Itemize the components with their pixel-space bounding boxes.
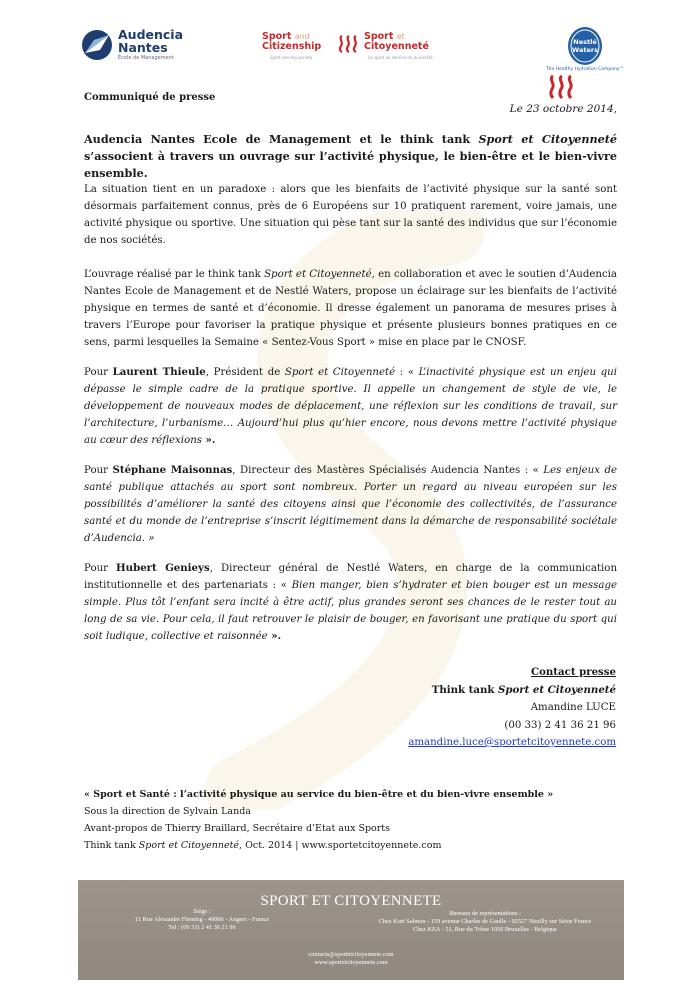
footer-offices: Bureaux de représentations : Chez Kurt Salmon - 159 avenue Charles de Gaulle - 92527 Neuilly sur Seine France Chez KEA - 51, Rue du Trône 1050 Bruxelles - Belgique bbox=[378, 910, 592, 933]
contact-phone: (00 33) 2 41 36 21 96 bbox=[504, 719, 616, 731]
paragraph-book: L’ouvrage réalisé par le think tank Sport et Citoyenneté, en collaboration et avec le soutien d’Audencia Nantes Ecole de Management et de Nestlé Waters, propose un éclairage sur les bienfaits de l’activité physique en termes de santé et d’économie. Il dresse également un panorama de mesures prises à travers l’Europe pour favoriser la pratique physique et présente plusieurs bonnes pratiques en ce sens, parmi lesquelles la Semaine « Sentez-Vous Sport » mise en place par le CNOSF. bbox=[84, 269, 617, 348]
page-footer bbox=[78, 880, 624, 980]
contact-email-link[interactable]: amandine.luce@sportetcitoyennete.com bbox=[408, 737, 616, 748]
press-contact bbox=[356, 664, 616, 752]
headline: Audencia Nantes Ecole de Management et le think tank Sport et Citoyenneté s’associent à travers un ouvrage sur l’activité physique, le bien-être et le bien-vivre ensemble. bbox=[84, 132, 617, 180]
audencia-name: Audencia Nantes bbox=[118, 27, 184, 55]
paragraph-quote-thieule: Pour Laurent Thieule, Président de Sport et Citoyenneté : « L’inactivité physique est un enjeu qui dépasse le simple cadre de la pratique sportive. Il appelle un changement de style de vie, le développement de nouveaux modes de déplacement, une réflexion sur les conditions de travail, sur l’architecture, l’urbanisme… Aujourd’hui plus qu’hier encore, nous devons mettre l’activité physique au cœur des réflexions ». bbox=[84, 366, 617, 446]
footer-web bbox=[78, 951, 624, 967]
footer-headquarters: Siège : 11 Rue Alexandre Fleming - 49066 - Angers - France Tel : (00 33) 2 41 36 21 96 bbox=[134, 908, 270, 931]
sport-et-citoyennete-wordmark: Sport et Citoyenneté bbox=[364, 31, 429, 52]
footer-email: contacts@sportetcitoyennete.com bbox=[308, 951, 394, 958]
footer-title: SPORT ET CITOYENNETE bbox=[260, 893, 442, 909]
contact-org: Think tank Sport et Citoyenneté bbox=[431, 683, 616, 696]
book-title: « Sport et Santé : l’activité physique au service du bien-être et du bien-vivre ensemble » bbox=[84, 789, 554, 800]
paragraph-intro: La situation tient en un paradoxe : alors que les bienfaits de l’activité physique sur la santé sont désormais parfaitement connus, près de 6 Européens sur 10 pratiquent rarement, voire jamais, une activité physique ou sportive. Une situation qui pèse tant sur la santé des individus que sur l’économie de nos sociétés. bbox=[84, 184, 617, 246]
document-date: Le 23 octobre 2014, bbox=[509, 103, 617, 115]
document-type: Communiqué de presse bbox=[84, 92, 216, 103]
book-reference bbox=[84, 786, 617, 854]
audencia-subtitle: École de Management bbox=[118, 55, 174, 61]
book-foreword: Avant-propos de Thierry Braillard, Secrétaire d’Etat aux Sports bbox=[84, 823, 390, 834]
paragraph-quote-maisonnas: Pour Stéphane Maisonnas, Directeur des Mastères Spécialisés Audencia Nantes : « Les enjeux de santé publique attachés au sport sont nombreux. Porter un regard au niveau européen sur les possibilités d’améliorer la santé des citoyens ainsi que l’économie des collectivités, de l’assurance santé et du monde de l’entreprise s’inscrit légitimement dans la démarche de responsabilité sociétale d’Audencia. » bbox=[84, 464, 617, 544]
nestle-tagline: The Healthy Hydration Company™ bbox=[545, 67, 625, 72]
sport-en-tagline: Sport serving society bbox=[270, 55, 313, 60]
sss-logo-icon bbox=[338, 34, 360, 54]
audencia-compass-icon bbox=[80, 28, 114, 62]
audencia-logo bbox=[80, 28, 200, 64]
contact-name: Amandine LUCE bbox=[530, 702, 616, 713]
nestle-line2: Waters bbox=[572, 46, 598, 54]
book-direction: Sous la direction de Sylvain Landa bbox=[84, 806, 251, 817]
nestle-drop-icon bbox=[545, 22, 625, 66]
contact-title: Contact presse bbox=[531, 666, 616, 678]
footer-sss-logo-icon bbox=[548, 74, 578, 100]
nestle-waters-logo bbox=[545, 22, 625, 78]
sport-fr-tagline: Le sport au service de la société bbox=[368, 55, 433, 60]
paragraph-quote-genieys: Pour Hubert Genieys, Directeur général de Nestlé Waters, en charge de la communication institutionnelle et des partenariats : « Bien manger, bien s’hydrater et bien bouger est un message simple. Plus tôt l’enfant sera incité à être actif, plus grandes seront ses chances de le rester tout au long de sa vie. Pour cela, il faut retrouver le plaisir de bouger, en favorisant une pratique du sport qui soit ludique, collective et raisonnée ». bbox=[84, 562, 617, 642]
sport-and-citizenship-wordmark: Sport and Citizenship bbox=[262, 31, 322, 52]
footer-website: www.sportetcitoyennete.com bbox=[314, 959, 388, 966]
nestle-line1: Nestlé bbox=[573, 38, 597, 46]
book-publisher: Think tank Sport et Citoyenneté, Oct. 2014 | www.sportetcitoyennete.com bbox=[84, 840, 442, 851]
sport-citizenship-logo bbox=[262, 32, 442, 72]
page-header bbox=[0, 22, 700, 82]
